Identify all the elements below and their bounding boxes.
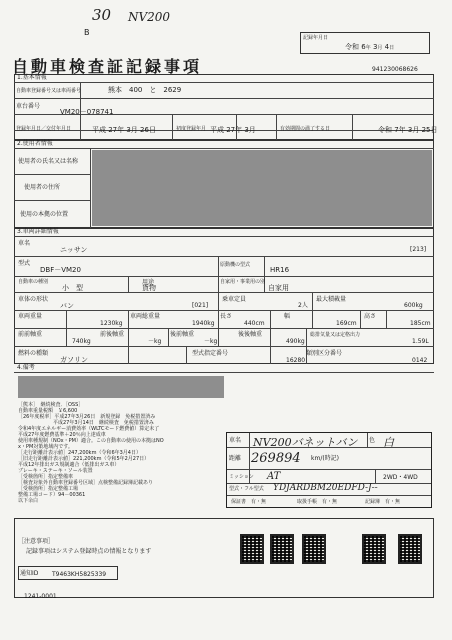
front-rear-value: －kg [148,338,162,345]
section-basic-title: 1.基本情報 [17,74,47,81]
sticker-mileage-value: 269894 [251,451,301,466]
handwritten-number: 30 [92,6,112,24]
front-axle-value: 740kg [72,338,91,345]
remarks-line: 整備工場コード）94－00361 [18,492,86,498]
engine-value: HR16 [270,266,290,274]
body-code: [021] [192,302,209,309]
reg-label: 自動車登録番号又は車両番号 [16,88,82,94]
handwritten-model: NV200 [128,10,171,24]
fuel-value: ガソリン [60,356,88,364]
notice-id-value: T9463KH5825339 [52,571,107,578]
body-label: 車体の形状 [18,296,49,303]
expiry-label: 有効期間の満了する日 [280,126,331,132]
qr-code-icon [398,534,422,564]
sticker-mileage-label: 距離 [229,455,242,462]
class-no-value: 0142 [412,357,428,364]
engine-label: 原動機の型式 [220,262,251,268]
remarks-line: 平成12年排出ガス規制適合（低排出ガス車） [18,462,120,468]
remarks-line: x・PM対策地域内です。 [18,444,73,450]
doc-number: 941230068626 [372,66,418,73]
section-user-title: 2.使用者情報 [17,140,53,147]
front-axle-label: 前前軸重 [18,331,43,338]
displacement-label: 総排気量又は定格出力 [310,332,361,338]
page-title: 自動車検査証記録事項 [12,57,203,76]
remarks-line: 以下余白 [18,498,39,504]
maker-label: 車名 [18,240,31,247]
remarks-line: ［26年度税率］平成27年3月26日 新規登録 免税措置済み [18,414,156,420]
record-date-value: 令和 6年 3月 4日 [345,43,395,51]
max-load-label: 最大積載量 [316,296,347,303]
remarks-line: 令和4年度エネルギー消費効率（WLTCモード燃費値）算定未了 [18,426,160,432]
qr-code-icon [240,534,264,564]
height-label: 高さ [364,313,377,320]
section-remarks-title: 4.備考 [17,364,35,371]
rear-front-label: 後前軸重 [170,331,195,338]
rear-front-value: －kg [204,338,218,345]
type-no-label: 型式指定番号 [192,350,229,357]
first-year-value: 平成 27年 3月 [210,126,256,134]
capacity-value: 2人 [298,302,308,309]
rear-axle-label: 後後軸重 [238,331,263,338]
qr-code-icon [362,534,386,564]
sticker-mission-label: ミッション [229,474,254,480]
first-reg-label: 登録年月日／交付年月日 [16,126,72,132]
dealer-sticker [226,432,432,508]
chassis-label: 車台番号 [16,103,41,110]
form-letter: B [84,28,90,37]
redacted-user-info [92,150,432,226]
sticker-model-value: NV200バネットバン [253,436,358,449]
height-value: 185cm [410,320,431,327]
remarks-line: ［熊本］ 継続検査．［OSS］ [18,402,84,408]
displacement-value: 1.59L [412,338,429,345]
section-vehicle-title: 3.車両詳細情報 [17,228,59,235]
max-load-value: 600kg [404,302,423,309]
remarks-line: ［走行距離計表示値］247,200km（令和6年3月4日） [18,450,141,456]
record-date-label: 記録年月日 [303,35,329,41]
kind-value: 小 型 [62,284,83,292]
base-location-label: 使用の本拠の位置 [20,211,69,218]
maker-code: [213] [410,246,427,253]
model-label: 型式 [18,260,31,267]
remarks-line: 平成27年度燃費基準＋20％向上達成車 [18,432,106,438]
first-reg-value: 平成 27年 3月 26日 [92,126,156,134]
first-year-label: 初度登録年月 [176,126,207,132]
weight-value: 1230kg [100,320,123,327]
use-value: 貨物 [142,284,156,292]
remarks-line: 平成27年3月14日 継続検査 免税措置済み [18,420,154,426]
remarks-line: 自動車重量税額 ￥6,600 [18,408,78,414]
gross-label: 車両総重量 [130,313,161,320]
type-no-value: 16280 [286,357,306,364]
remarks-line: ［受検箇所］指定整備工場 [18,486,79,492]
maker-value: ニッサン [60,246,88,254]
qr-code-icon [270,534,294,564]
sticker-manual: 取扱手帳 有・無 [297,499,338,505]
sticker-drive-label: 2WD・4WD [383,474,418,481]
sticker-mileage-unit: km/(時記) [311,455,340,462]
sticker-color-value: 白 [383,436,394,449]
remarks-line: ブレーキ・ステーキ・ソール装置 [18,468,93,474]
remarks-line: ［検査対象外自動車登録番号区域］点検整備記録簿記載あり [18,480,154,486]
length-value: 440cm [244,320,265,327]
sticker-model-label: 車名 [229,437,242,444]
sticker-color-label: 色 [369,437,376,444]
front-rear-label: 前後軸重 [100,331,125,338]
kind-label: 自動車の種別 [18,279,49,285]
remarks-line: ［旧走行距離計表示値］221,200km（令和5年2月27日） [18,456,150,462]
private-label: 自家用・事業用の別 [220,279,266,285]
weight-label: 車両重量 [18,313,43,320]
notes-text: 記録事項はシステム登録時点の情報となります [26,548,152,555]
length-label: 長さ [220,313,233,320]
class-no-label: 類別区分番号 [306,350,343,357]
use-label: 用途 [142,279,155,286]
private-value: 自家用 [268,284,289,292]
chassis-value: VM20－078741 [60,108,114,116]
sticker-warranty: 保証書 有・無 [231,499,267,505]
width-label: 幅 [284,313,291,320]
record-date-box [300,32,430,54]
notice-id-label: 通知ID [20,570,39,577]
remarks-line: ［受検箇所］指定整備車 [18,474,74,480]
redacted-remarks [18,376,224,398]
fuel-label: 燃料の種類 [18,350,49,357]
model-value: DBF－VM20 [40,266,81,274]
capacity-label: 乗車定員 [222,296,247,303]
sticker-grade-label: 型式・フル型式 [229,486,264,492]
remarks-list [18,402,230,504]
expiry-value: 令和 7年 3月 25日 [378,126,438,134]
reg-value: 熊本 400 と 2629 [108,86,182,94]
gross-value: 1940kg [192,320,215,327]
sticker-mission-value: AT [267,471,281,482]
qr-code-icon [302,534,326,564]
remarks-line: 使用車種規制（NOx・PM）適合。この自動車の使用の本拠はNO [18,438,164,444]
user-name-label: 使用者の氏名又は名称 [18,158,79,165]
user-address-label: 使用者の住所 [24,184,61,191]
sticker-records: 記録簿 有・無 [365,499,401,505]
footer-code: 1241-0001 [24,593,57,600]
width-value: 169cm [336,320,357,327]
body-value: バン [60,302,74,310]
rear-axle-value: 490kg [286,338,305,345]
notes-label: ［注意事項］ [18,538,55,545]
sticker-grade-value: YDJARDBM20EDFD-J-- [273,483,378,493]
